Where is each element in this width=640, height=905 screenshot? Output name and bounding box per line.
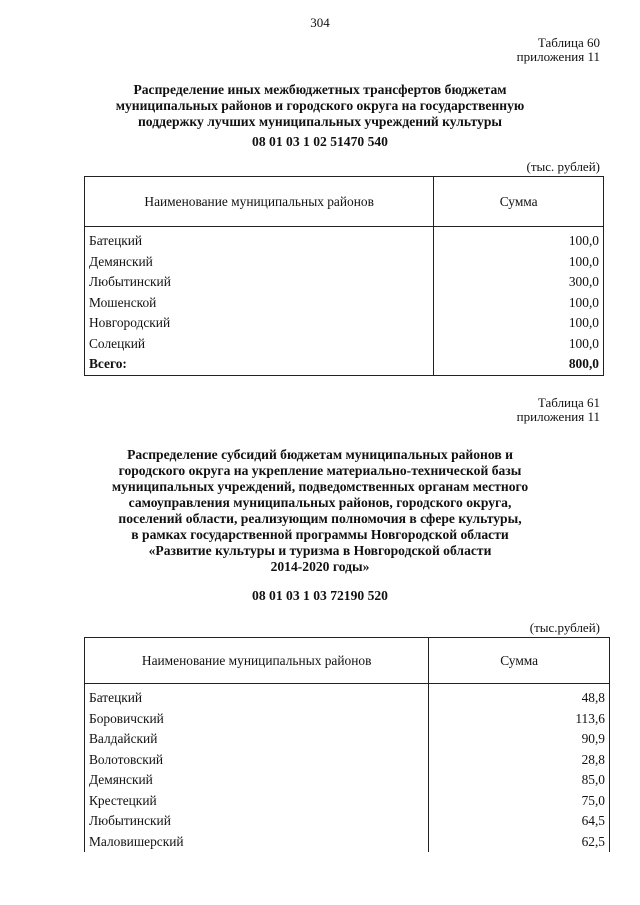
table61-title-line: в рамках государственной программы Новгородской области (131, 527, 509, 542)
table60-title-line: Распределение иных межбюджетных трансфертов бюджетам (133, 82, 507, 97)
table60-budget-code: 08 01 03 1 02 51470 540 (252, 134, 388, 149)
table61-title-line: 2014-2020 годы» (270, 559, 370, 574)
table61-budget-code: 08 01 03 1 03 72190 520 (252, 588, 388, 603)
table61-row-name: Маловишерский (85, 832, 429, 853)
table61-row-name: Боровичский (85, 709, 429, 730)
table-row (85, 709, 610, 730)
table61-row-value: 90,9 (429, 729, 610, 750)
table61-ref-line2: приложения 11 (516, 409, 600, 424)
table60-ref-line1: Таблица 60 (537, 35, 600, 50)
table61-row-name: Любытинский (85, 811, 429, 832)
table61-row-value: 48,8 (429, 684, 610, 709)
table61-row-value: 64,5 (429, 811, 610, 832)
table61-row-name: Батецкий (85, 684, 429, 709)
table60-row-value: 100,0 (434, 313, 604, 334)
table-row (85, 272, 604, 293)
table-row (85, 252, 604, 273)
table60-header-row (85, 177, 604, 227)
table60-unit: (тыс. рублей) (526, 159, 600, 174)
table60-row-name: Демянский (85, 252, 434, 273)
table61-title-line: самоуправления муниципальных районов, городского округа, (128, 495, 512, 510)
table61-title-line: поселений области, реализующим полномочия в сфере культуры, (118, 511, 522, 526)
table-row (85, 313, 604, 334)
table60-reference (517, 36, 600, 64)
table61-row-value: 85,0 (429, 770, 610, 791)
table61-ref-line1: Таблица 61 (537, 395, 600, 410)
table-row (85, 770, 610, 791)
table60-row-value: 300,0 (434, 272, 604, 293)
table61-row-value: 113,6 (429, 709, 610, 730)
table61-row-name: Демянский (85, 770, 429, 791)
table60-row-value: 100,0 (434, 293, 604, 314)
table61-row-value: 75,0 (429, 791, 610, 812)
table60-col-name: Наименование муниципальных районов (85, 177, 434, 227)
table61-header-row (85, 638, 610, 684)
table61-row-name: Валдайский (85, 729, 429, 750)
page-number: 304 (310, 15, 330, 30)
table61-row-value: 62,5 (429, 832, 610, 853)
table-row (85, 750, 610, 771)
table60-row-name: Любытинский (85, 272, 434, 293)
table60-row-name: Новгородский (85, 313, 434, 334)
table-row (85, 293, 604, 314)
table60-row-value: 100,0 (434, 252, 604, 273)
table-row (85, 227, 604, 252)
table61-title-line: городского округа на укрепление материально-технической базы (118, 463, 522, 478)
table61-row-name: Крестецкий (85, 791, 429, 812)
table60-row-value: 100,0 (434, 334, 604, 355)
table61-row-value: 28,8 (429, 750, 610, 771)
table60-title (60, 82, 580, 130)
table60 (84, 176, 604, 376)
table61-title-line: «Развитие культуры и туризма в Новгородской области (148, 543, 492, 558)
table61 (84, 637, 610, 852)
table-row (85, 334, 604, 355)
table60-total-value: 800,0 (434, 354, 604, 375)
table61-col-name: Наименование муниципальных районов (85, 638, 429, 684)
table60-row-name: Солецкий (85, 334, 434, 355)
table61-reference (517, 396, 600, 424)
table60-row-name: Батецкий (85, 227, 434, 252)
table-row (85, 791, 610, 812)
table60-title-line: поддержку лучших муниципальных учреждений культуры (137, 114, 503, 129)
table61-unit: (тыс.рублей) (529, 620, 600, 635)
table61-col-sum: Сумма (429, 638, 610, 684)
table-row (85, 832, 610, 853)
table60-row-value: 100,0 (434, 227, 604, 252)
table61-title-line: муниципальных учреждений, подведомственных органам местного (111, 479, 529, 494)
table60-row-name: Мошенской (85, 293, 434, 314)
table61-title-line: Распределение субсидий бюджетам муниципальных районов и (127, 447, 513, 462)
table-row (85, 729, 610, 750)
table61-row-name: Волотовский (85, 750, 429, 771)
table60-ref-line2: приложения 11 (516, 49, 600, 64)
table61-title (60, 447, 580, 575)
table60-total-label: Всего: (85, 354, 434, 375)
table60-col-sum: Сумма (434, 177, 604, 227)
table60-total-row (85, 354, 604, 375)
table-row (85, 684, 610, 709)
table60-title-line: муниципальных районов и городского округа на государственную (115, 98, 525, 113)
table-row (85, 811, 610, 832)
